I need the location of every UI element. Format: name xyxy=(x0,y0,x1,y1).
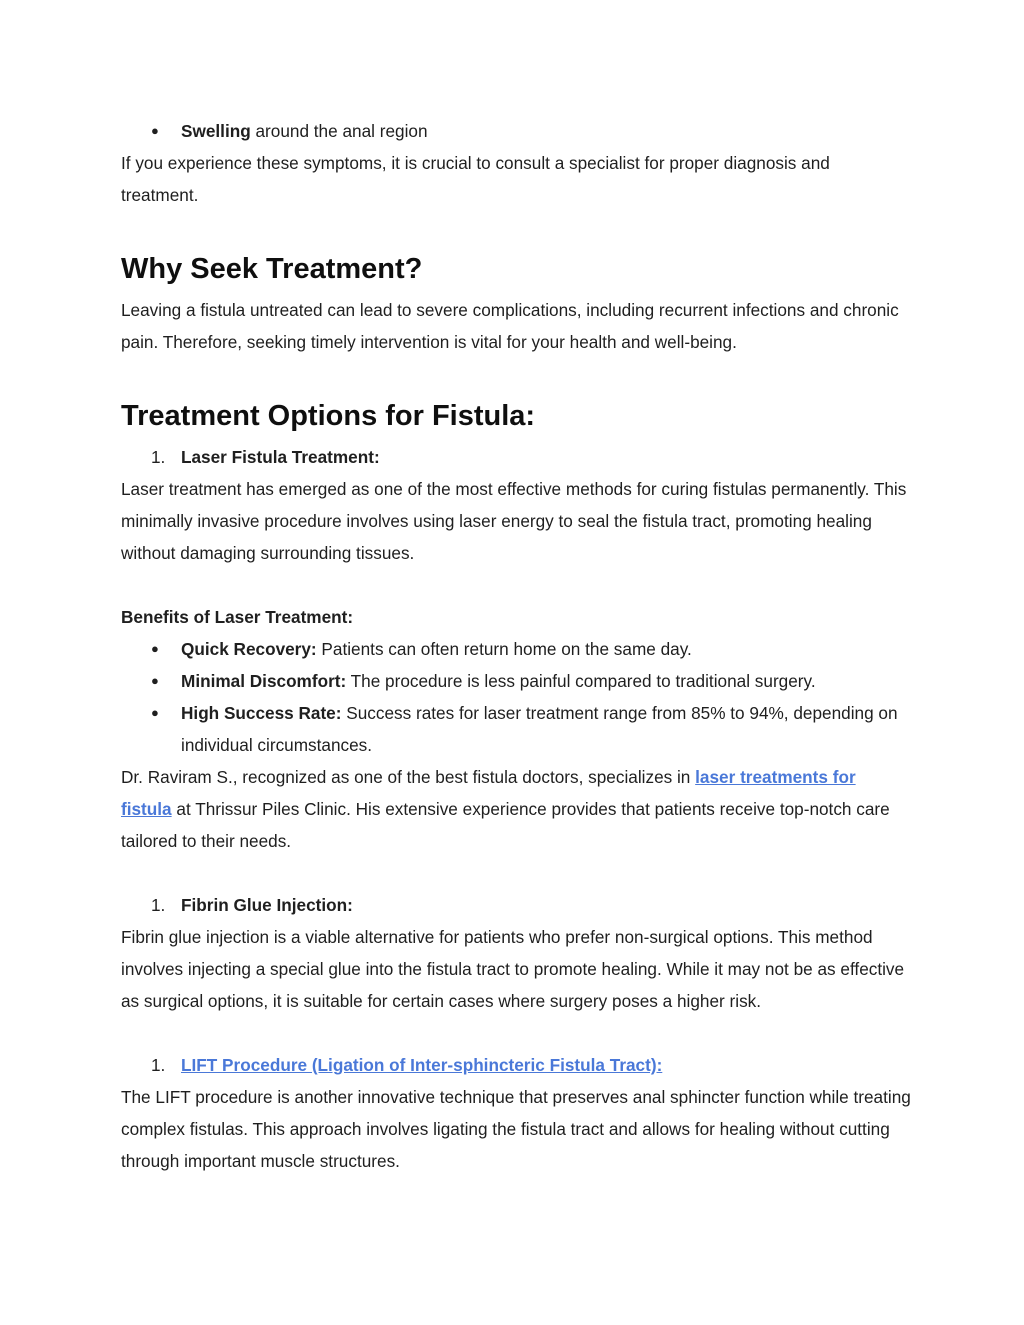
laser-treatments-link[interactable]: laser treatments for fistula xyxy=(121,767,856,819)
doctor-paragraph: Dr. Raviram S., recognized as one of the best fistula doctors, specializes in laser treatments for fistula at Thrissur Piles Clinic. His extensive experience provides that patients receive top-notch care tailored to their needs. xyxy=(121,767,890,851)
why-heading: Why Seek Treatment? xyxy=(121,253,423,285)
bullet-icon: ● xyxy=(151,673,159,688)
benefit-item xyxy=(121,697,911,761)
fibrin-list-item xyxy=(121,889,911,921)
bullet-icon: ● xyxy=(151,641,159,656)
benefit-bold: High Success Rate: xyxy=(181,703,342,723)
lift-procedure-link[interactable]: LIFT Procedure (Ligation of Inter-sphincteric Fistula Tract): xyxy=(181,1055,663,1075)
fibrin-paragraph: Fibrin glue injection is a viable alternative for patients who prefer non-surgical options. This method involves injecting a special glue into the fistula tract to promote healing. While it may not be as effective as surgical options, it is suitable for certain cases where surgery poses a higher risk. xyxy=(121,927,905,1011)
laser-paragraph: Laser treatment has emerged as one of the most effective methods for curing fistulas permanently. This minimally invasive procedure involves using laser energy to seal the fistula tract, promoting healing without damaging surrounding tissues. xyxy=(121,479,907,563)
list-number: 1. xyxy=(151,895,166,915)
benefit-text: The procedure is less painful compared to traditional surgery. xyxy=(346,671,816,691)
list-number: 1. xyxy=(151,1055,166,1075)
list-number: 1. xyxy=(151,447,166,467)
benefit-text: Patients can often return home on the same day. xyxy=(316,639,692,659)
fibrin-title: Fibrin Glue Injection: xyxy=(181,895,353,915)
options-heading: Treatment Options for Fistula: xyxy=(121,400,536,432)
benefit-item xyxy=(121,665,911,697)
benefit-text: Success rates for laser treatment range from 85% to 94%, depending on individual circumstances. xyxy=(181,703,898,755)
benefits-heading: Benefits of Laser Treatment: xyxy=(121,607,354,627)
benefit-bold: Quick Recovery: xyxy=(181,639,317,659)
consult-paragraph: If you experience these symptoms, it is crucial to consult a specialist for proper diagnosis and treatment. xyxy=(121,153,830,205)
benefit-item xyxy=(121,633,911,665)
bullet-text: around the anal region xyxy=(250,121,428,141)
bullet-bold-text: Swelling xyxy=(181,121,251,141)
document-page xyxy=(121,115,911,1177)
benefit-bold: Minimal Discomfort: xyxy=(181,671,347,691)
bullet-icon: ● xyxy=(151,123,159,138)
bullet-icon: ● xyxy=(151,705,159,720)
symptom-bullet-swelling xyxy=(121,115,911,147)
lift-paragraph: The LIFT procedure is another innovative technique that preserves anal sphincter function while treating complex fistulas. This approach involves ligating the fistula tract and allows for healing without cutting through important muscle structures. xyxy=(121,1087,911,1171)
why-paragraph: Leaving a fistula untreated can lead to severe complications, including recurrent infections and chronic pain. Therefore, seeking timely intervention is vital for your health and well-being. xyxy=(121,300,899,352)
lift-list-item xyxy=(121,1049,911,1081)
laser-list-item xyxy=(121,441,911,473)
laser-title: Laser Fistula Treatment: xyxy=(181,447,380,467)
